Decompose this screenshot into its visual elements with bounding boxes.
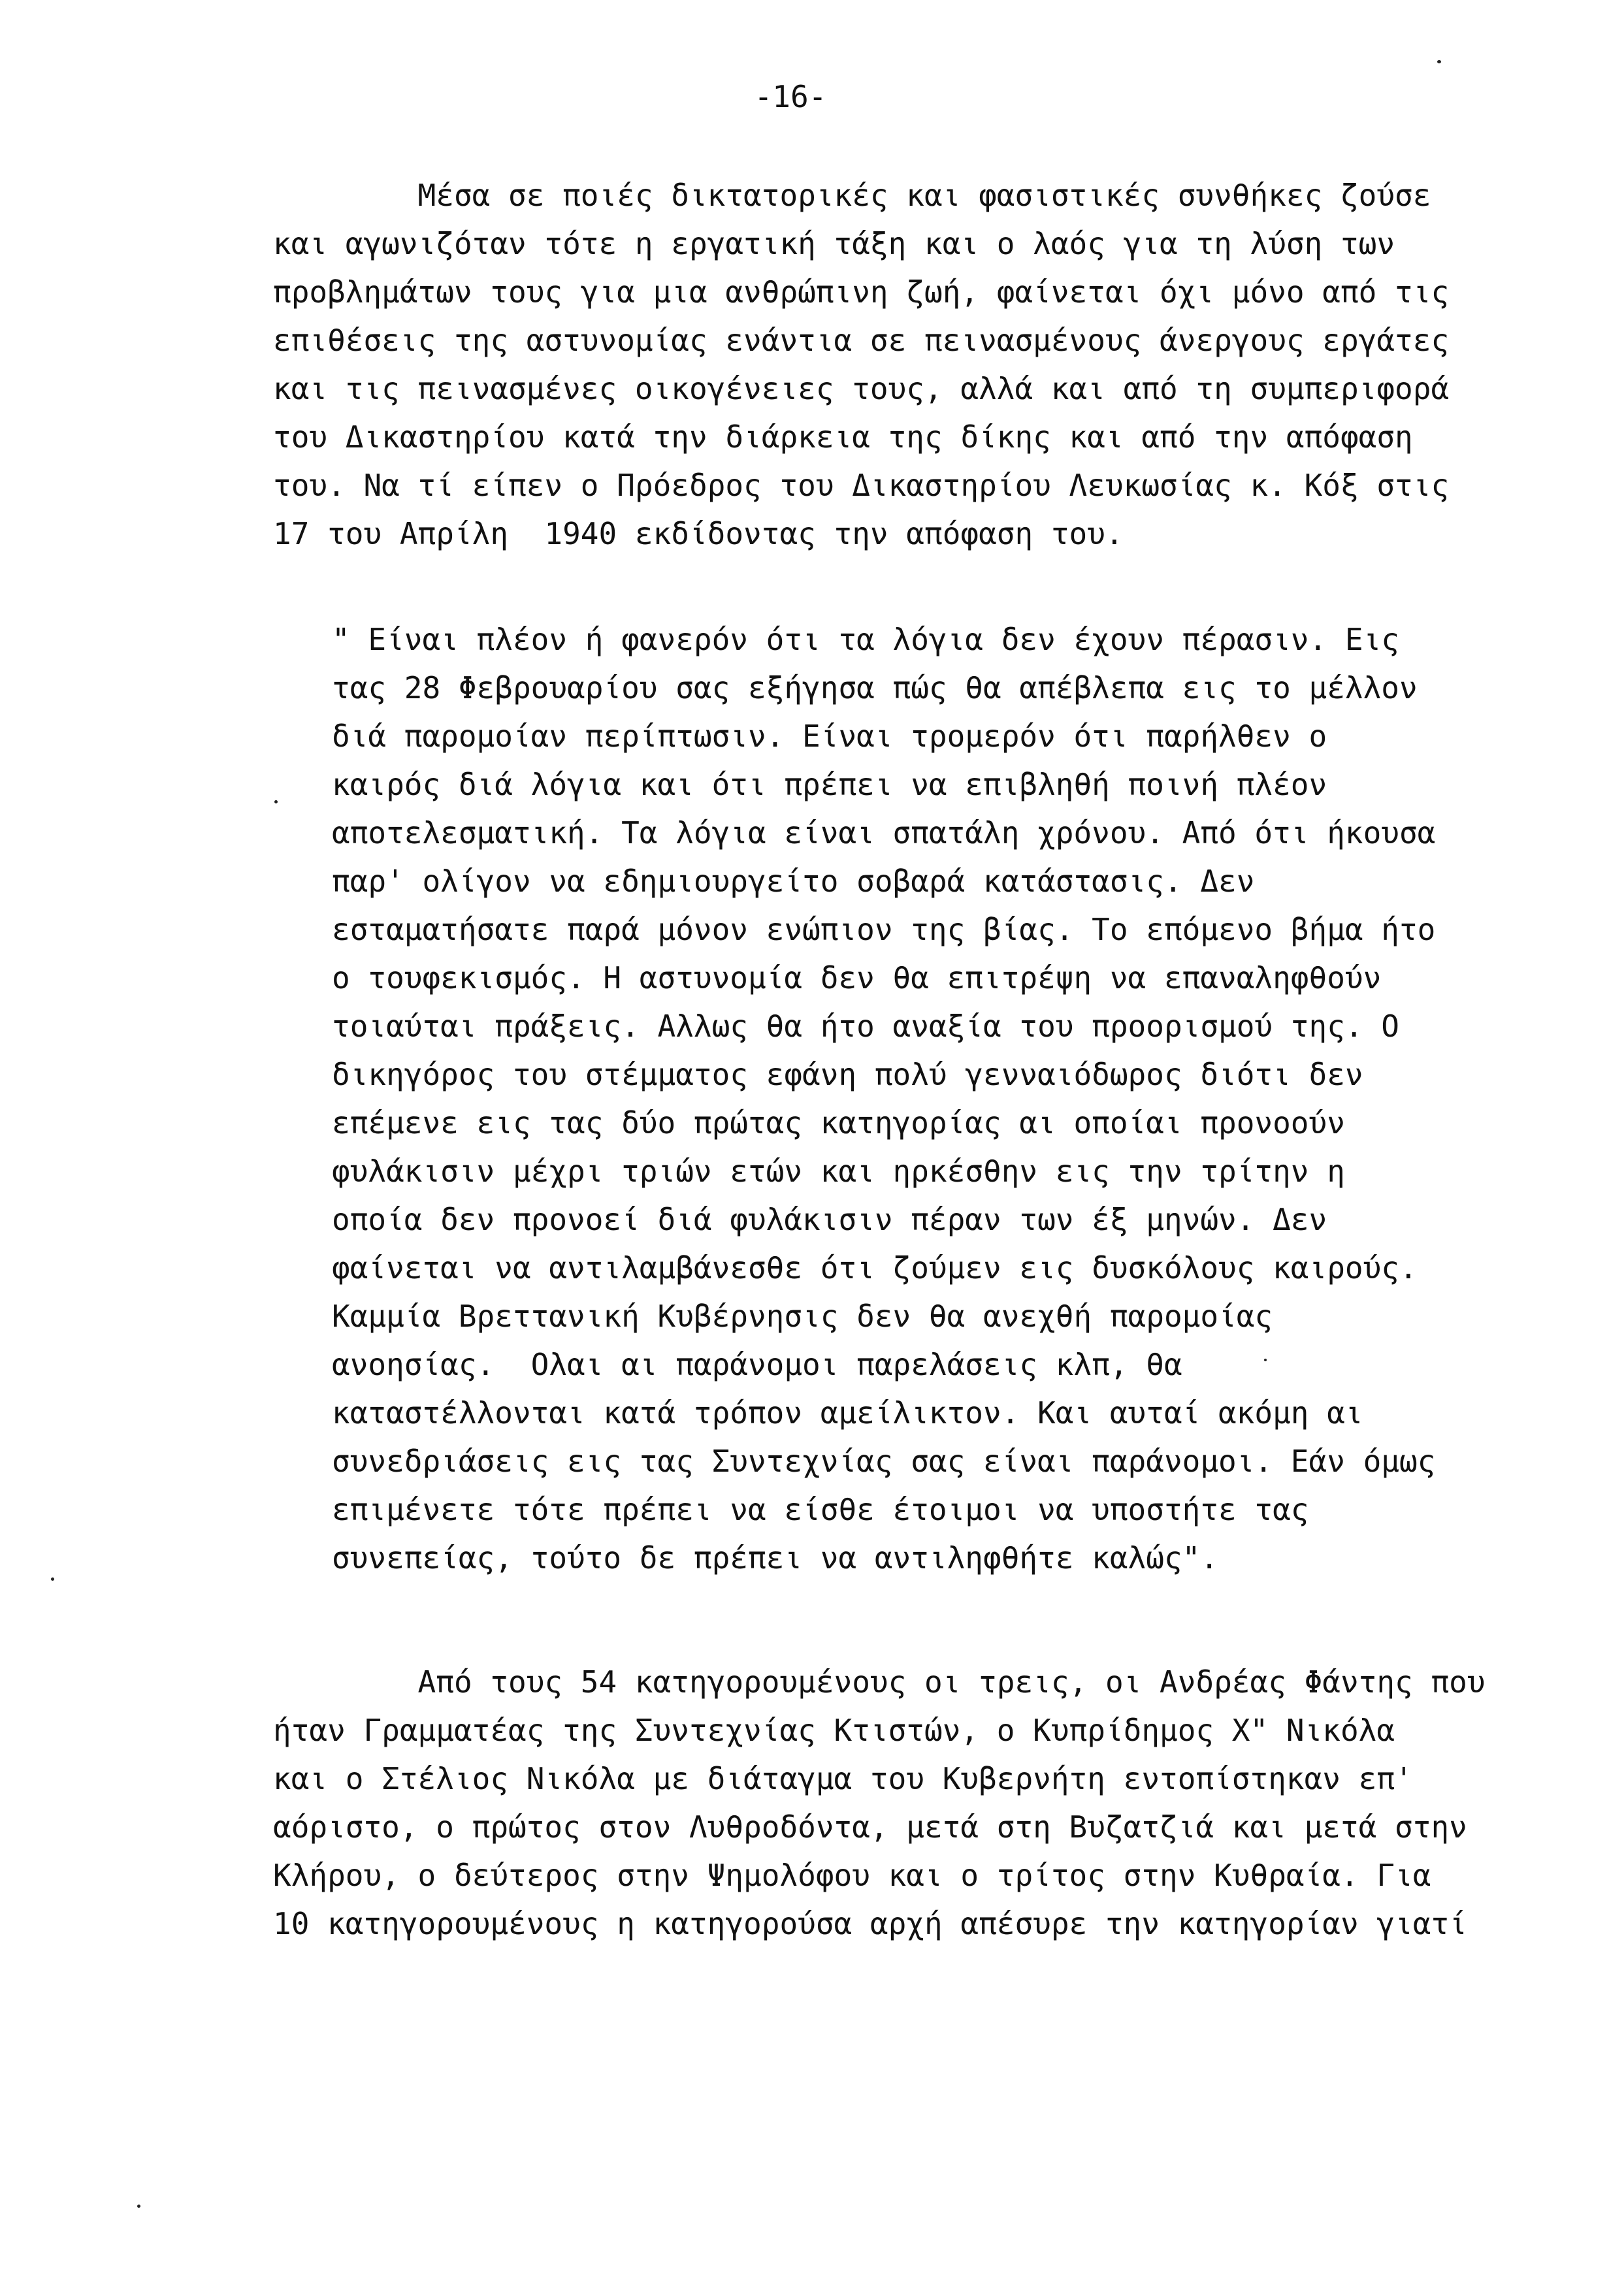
scan-speck (137, 2205, 140, 2208)
quote-paragraph-line: δικηγόρος του στέμματος εφάνη πολύ γενναιόδωρος διότι δεν (332, 1057, 1363, 1092)
quote-paragraph-line: συνεπείας, τούτο δε πρέπει να αντιληφθήτε καλώς". (332, 1540, 1219, 1576)
closing-paragraph-line: ήταν Γραμματέας της Συντεχνίας Κτιστών, ο Κυπρίδημος Χ" Νικόλα (273, 1713, 1395, 1748)
quote-paragraph-line: αποτελεσματική. Τα λόγια είναι σπατάλη χρόνου. Από ότι ήκουσα (332, 815, 1436, 850)
quote-paragraph-line: συνεδριάσεις εις τας Συντεχνίας σας είναι παράνομοι. Εάν όμως (332, 1444, 1436, 1479)
quote-paragraph-line: φαίνεται να αντιλαμβάνεσθε ότι ζούμεν εις δυσκόλους καιρούς. (332, 1250, 1418, 1285)
quote-paragraph-line: " Είναι πλέον ή φανερόν ότι τα λόγια δεν έχουν πέρασιν. Εις (332, 622, 1399, 657)
scan-speck (1437, 60, 1441, 63)
intro-paragraph-line: και αγωνιζόταν τότε η εργατική τάξη και ο λαός για τη λύση των (273, 226, 1395, 261)
quote-paragraph-line: ανοησίας. Ολαι αι παράνομοι παρελάσεις κλπ, θα (332, 1347, 1182, 1382)
scan-speck (1264, 1359, 1267, 1361)
closing-paragraph-line: Κλήρου, ο δεύτερος στην Ψημολόφου και ο τρίτος στην Κυθραία. Για (273, 1858, 1431, 1893)
quote-paragraph-line: καιρός διά λόγια και ότι πρέπει να επιβληθή ποινή πλέον (332, 767, 1327, 802)
closing-paragraph-line: και ο Στέλιος Νικόλα με διάταγμα του Κυβερνήτη εντοπίστηκαν επ' (273, 1761, 1413, 1796)
quote-paragraph-line: επέμενε εις τας δύο πρώτας κατηγορίας αι οποίαι προνοούν (332, 1105, 1345, 1140)
quote-paragraph-line: ο τουφεκισμός. Η αστυνομία δεν θα επιτρέψη να επαναληφθούν (332, 960, 1382, 995)
intro-paragraph-line: του Δικαστηρίου κατά την διάρκεια της δίκης και από την απόφαση (273, 419, 1413, 455)
closing-paragraph-line: αόριστο, ο πρώτος στον Λυθροδόντα, μετά στη Βυζατζιά και μετά στην (273, 1809, 1467, 1845)
quote-paragraph-line: φυλάκισιν μέχρι τριών ετών και ηρκέσθην εις την τρίτην η (332, 1154, 1345, 1189)
quote-paragraph-line: τοιαύται πράξεις. Αλλως θα ήτο αναξία του προορισμού της. Ο (332, 1009, 1399, 1044)
scan-speck (274, 800, 278, 803)
quote-paragraph-line: εσταματήσατε παρά μόνον ενώπιον της βίας. Το επόμενο βήμα ήτο (332, 912, 1436, 947)
quote-paragraph-line: τας 28 Φεβρουαρίου σας εξήγησα πώς θα απέβλεπα εις το μέλλον (332, 670, 1418, 705)
quote-paragraph-line: οποία δεν προνοεί διά φυλάκισιν πέραν των έξ μηνών. Δεν (332, 1202, 1327, 1237)
quote-paragraph-line: καταστέλλονται κατά τρόπον αμείλικτον. Και αυταί ακόμη αι (332, 1395, 1363, 1431)
quote-paragraph-line: Καμμία Βρεττανική Κυβέρνησις δεν θα ανεχθή παρομοίας (332, 1299, 1273, 1334)
intro-paragraph-line: Μέσα σε ποιές δικτατορικές και φασιστικές συνθήκες ζούσε (273, 178, 1431, 213)
scan-speck (51, 1577, 54, 1581)
intro-paragraph (273, 171, 1449, 558)
quote-paragraph-line: διά παρομοίαν περίπτωσιν. Είναι τρομερόν ότι παρήλθεν ο (332, 719, 1327, 754)
closing-paragraph-line: Από τους 54 κατηγορουμένους οι τρεις, οι Ανδρέας Φάντης που (273, 1664, 1486, 1700)
closing-paragraph (273, 1658, 1486, 1948)
quote-paragraph-line: επιμένετε τότε πρέπει να είσθε έτοιμοι να υποστήτε τας (332, 1492, 1309, 1527)
closing-paragraph-line: 10 κατηγορουμένους η κατηγορούσα αρχή απέσυρε την κατηγορίαν γιατί (273, 1906, 1467, 1941)
intro-paragraph-line: του. Να τί είπεν ο Πρόεδρος του Δικαστηρίου Λευκωσίας κ. Κόξ στις (273, 468, 1450, 503)
page-number: -16- (754, 79, 827, 114)
intro-paragraph-line: προβλημάτων τους για μια ανθρώπινη ζωή, φαίνεται όχι μόνο από τις (273, 274, 1450, 310)
intro-paragraph-line: 17 του Απρίλη 1940 εκδίδοντας την απόφαση του. (273, 516, 1124, 551)
intro-paragraph-line: και τις πεινασμένες οικογένειες τους, αλλά και από τη συμπεριφορά (273, 371, 1450, 406)
quoted-judgment-paragraph (332, 615, 1435, 1582)
quote-paragraph-line: παρ' ολίγον να εδημιουργείτο σοβαρά κατάστασις. Δεν (332, 864, 1255, 899)
intro-paragraph-line: επιθέσεις της αστυνομίας ενάντια σε πεινασμένους άνεργους εργάτες (273, 323, 1450, 358)
